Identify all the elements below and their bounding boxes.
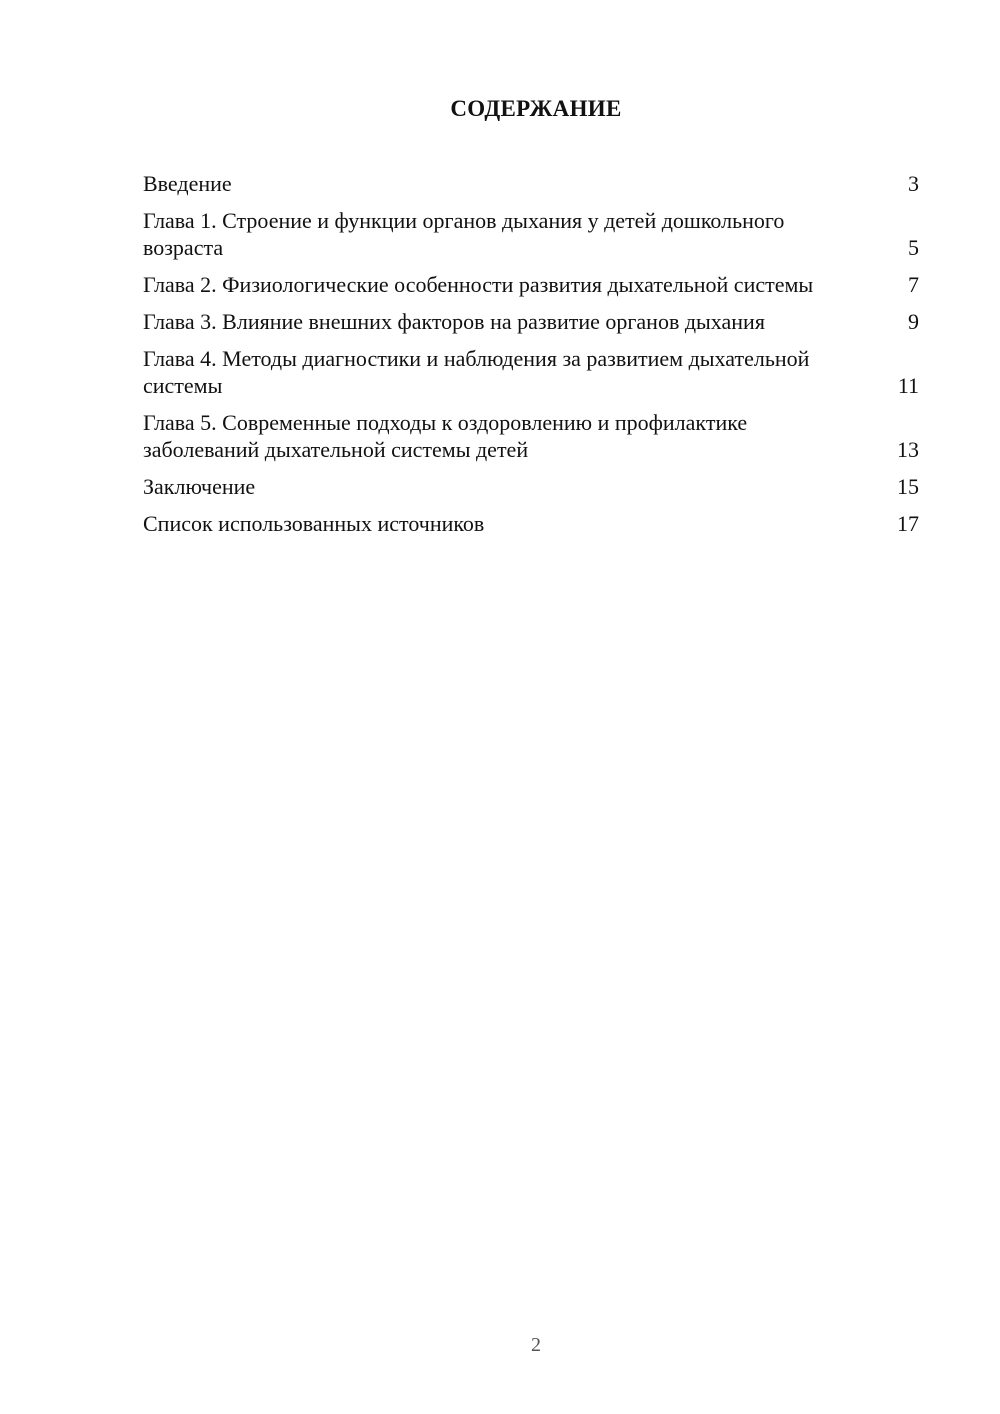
- toc-entry-text: Заключение: [143, 474, 256, 499]
- toc-entry-text: Глава 5. Современные подходы к оздоровлению и профилактике заболеваний дыхательной системы детей: [143, 410, 748, 462]
- toc-entry-text: Глава 1. Строение и функции органов дыхания у детей дошкольного возраста: [143, 208, 785, 260]
- toc-entry-conclusion[interactable]: [143, 473, 919, 500]
- toc-title: СОДЕРЖАНИЕ: [450, 96, 622, 121]
- toc-entry-page: 15: [897, 474, 919, 499]
- toc-entry-introduction[interactable]: [143, 170, 919, 197]
- toc-entry-chapter-3[interactable]: [143, 308, 919, 335]
- toc-list: [143, 170, 919, 547]
- page-number: 2: [531, 1334, 541, 1356]
- toc-entry-chapter-4[interactable]: [143, 345, 919, 399]
- toc-entry-text: Глава 4. Методы диагностики и наблюдения за развитием дыхательной системы: [143, 346, 810, 398]
- toc-entry-page: 11: [897, 373, 919, 398]
- toc-entry-page: 9: [908, 309, 919, 334]
- toc-entry-page: 13: [897, 437, 919, 462]
- toc-entry-page: 7: [908, 272, 919, 297]
- toc-entry-page: 17: [897, 511, 919, 536]
- toc-entry-chapter-2[interactable]: [143, 271, 919, 298]
- toc-entry-text: Список использованных источников: [143, 511, 485, 536]
- toc-entry-chapter-1[interactable]: [143, 207, 919, 261]
- toc-entry-page: 3: [908, 171, 919, 196]
- toc-entry-page: 5: [908, 235, 919, 260]
- toc-entry-text: Введение: [143, 171, 232, 196]
- toc-entry-text: Глава 2. Физиологические особенности развития дыхательной системы: [143, 272, 814, 297]
- toc-entry-chapter-5[interactable]: [143, 409, 919, 463]
- toc-entry-text: Глава 3. Влияние внешних факторов на развитие органов дыхания: [143, 309, 765, 334]
- toc-entry-references[interactable]: [143, 510, 919, 537]
